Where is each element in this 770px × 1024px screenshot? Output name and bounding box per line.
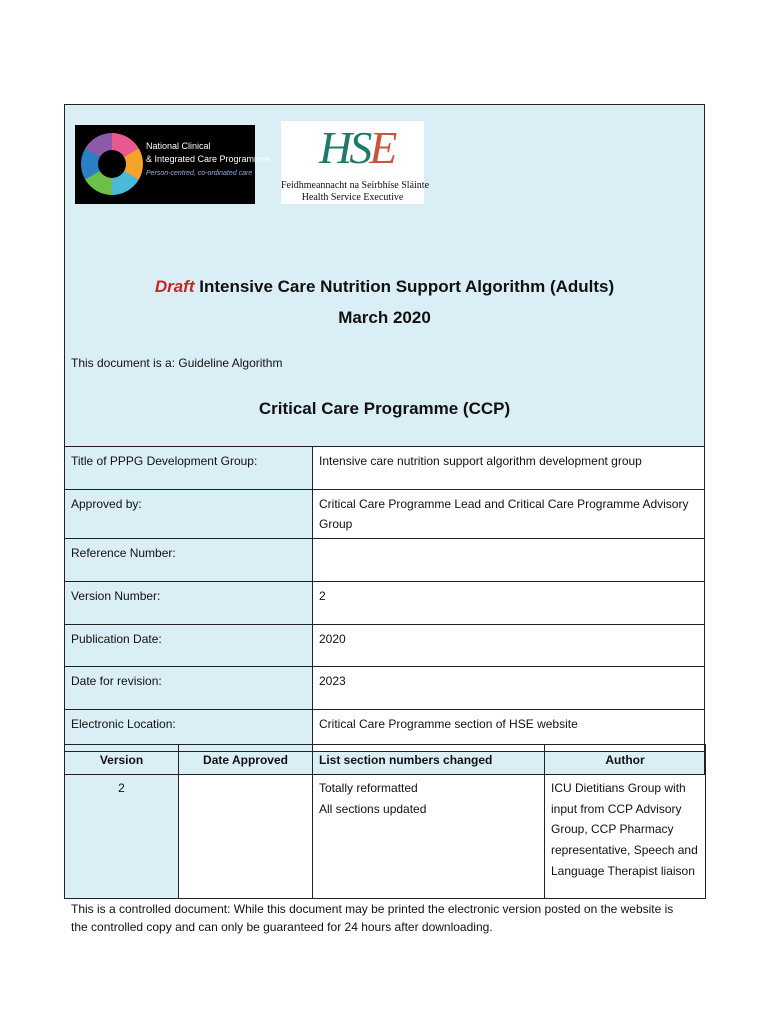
meta-value: 2023 <box>313 667 705 710</box>
document-date: March 2020 <box>338 308 431 327</box>
hse-logo-s: S <box>349 122 370 173</box>
meta-value: Intensive care nutrition support algorithm development group <box>313 447 705 490</box>
version-history-table <box>64 744 706 899</box>
column-header-date-approved: Date Approved <box>179 745 313 775</box>
controlled-document-notice: This is a controlled document: While this document may be printed the electronic version posted on the website is the controlled copy and can only be guaranteed for 24 hours after downloading. <box>71 902 674 934</box>
meta-label: Title of PPPG Development Group: <box>65 447 313 490</box>
date-approved-cell <box>179 775 313 899</box>
meta-value: 2020 <box>313 625 705 667</box>
nccp-logo-emblem-icon <box>81 133 143 195</box>
hse-logo-irish-name: Feidhmeannacht na Seirbhíse Sláinte <box>281 180 430 191</box>
document-title-text: Intensive Care Nutrition Support Algorithm (Adults) <box>199 277 615 296</box>
meta-row-publication-date <box>65 625 705 667</box>
hse-logo-english-name: Health Service Executive <box>301 192 404 203</box>
version-cell: 2 <box>65 775 179 899</box>
meta-label: Electronic Location: <box>65 710 313 752</box>
meta-value: Critical Care Programme section of HSE website <box>313 710 705 752</box>
document-type: This document is a: Guideline Algorithm <box>71 356 283 370</box>
change-item: Totally reformatted <box>319 781 418 795</box>
draft-label: Draft <box>154 277 195 296</box>
sections-changed-cell <box>313 775 545 899</box>
meta-label: Version Number: <box>65 582 313 625</box>
nccp-logo <box>75 125 272 204</box>
meta-row-version-number <box>65 582 705 625</box>
meta-label: Date for revision: <box>65 667 313 710</box>
hse-logo-e: E <box>369 122 395 173</box>
meta-row-reference-number <box>65 539 705 582</box>
nccp-logo-line2: & Integrated Care Programmes <box>146 154 272 164</box>
meta-label: Approved by: <box>65 490 313 539</box>
hse-logo-h: H <box>319 122 350 173</box>
programme-title: Critical Care Programme (CCP) <box>258 399 511 418</box>
change-item: All sections updated <box>319 801 427 816</box>
meta-value: 2 <box>313 582 705 625</box>
version-table-header <box>65 745 706 775</box>
document-title <box>64 277 705 297</box>
meta-value <box>313 539 705 582</box>
hse-logo-mark <box>319 123 394 173</box>
meta-label: Publication Date: <box>65 625 313 667</box>
meta-value: Critical Care Programme Lead and Critical Care Programme Advisory Group <box>313 490 705 539</box>
nccp-logo-tagline: Person-centred, co-ordinated care <box>146 170 253 177</box>
column-header-sections-changed: List section numbers changed <box>313 745 545 775</box>
author-cell: ICU Dietitians Group with input from CCP Advisory Group, CCP Pharmacy representative, Speech and Language Therapist liaison <box>545 775 706 899</box>
document-metadata-table <box>64 446 705 752</box>
meta-row-revision-date <box>65 667 705 710</box>
nccp-logo-line1: National Clinical <box>146 141 211 151</box>
column-header-author: Author <box>545 745 706 775</box>
table-row <box>65 775 706 899</box>
hse-logo <box>281 121 430 204</box>
meta-label: Reference Number: <box>65 539 313 582</box>
meta-row-approved-by <box>65 490 705 539</box>
column-header-version: Version <box>65 745 179 775</box>
meta-row-group-title <box>65 447 705 490</box>
